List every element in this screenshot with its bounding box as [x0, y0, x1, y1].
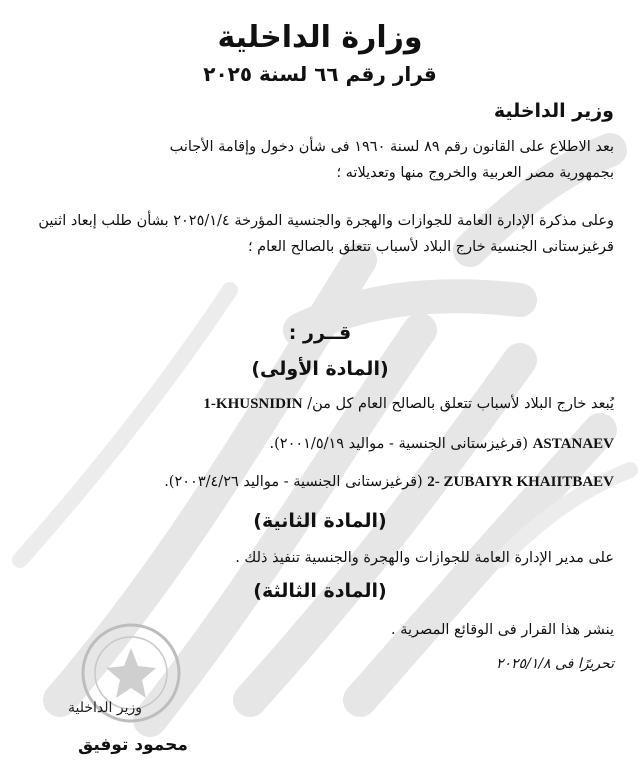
article-2-text: على مدير الإدارة العامة للجوازات والهجرة والجنسية تنفيذ ذلك .: [235, 550, 614, 566]
preamble-paragraph-1: [24, 134, 614, 186]
preamble-paragraph-1-line-1: بعد الاطلاع على القانون رقم ٨٩ لسنة ١٩٦٠ فى شأن دخول وإقامة الأجانب: [169, 139, 614, 155]
issuer-heading: وزير الداخلية: [493, 100, 614, 122]
article-2-heading: (المادة الثانية): [253, 510, 387, 532]
issue-date: تحريرًا فى ٢٠٢٥/١/٨: [496, 656, 614, 672]
signatory-name: محمود توفيق: [78, 735, 188, 755]
person-1-details: (قرغيزستانى الجنسية - مواليد ٢٠٠١/٥/١٩).: [269, 436, 528, 452]
person-1-name-part-2: ASTANAEV: [532, 436, 614, 452]
preamble-paragraph-2: وعلى مذكرة الإدارة العامة للجوازات والهجرة والجنسية المؤرخة ٢٠٢٥/١/٤ بشأن طلب إبعاد اثنين قرغيزستانى الجنسية خارج البلاد لأسباب تتعلق بالصالح العام ؛: [38, 213, 614, 255]
signatory-title: وزير الداخلية: [68, 700, 143, 716]
article-1-line-1-text: يُبعد خارج البلاد لأسباب تتعلق بالصالح العام كل من/: [302, 396, 614, 412]
person-2-details: (قرغيزستانى الجنسية - مواليد ٢٠٠٣/٤/٢٦).: [164, 474, 423, 490]
article-1-heading: (المادة الأولى): [251, 358, 389, 380]
preamble-paragraph-1-line-2: بجمهورية مصر العربية والخروج منها وتعديلاته ؛: [336, 165, 614, 181]
decision-number: قرار رقم ٦٦ لسنة ٢٠٢٥: [203, 62, 437, 86]
article-3-heading: (المادة الثالثة): [253, 580, 387, 602]
article-1-line-1: [203, 396, 614, 413]
decision-heading: قــرر :: [288, 322, 352, 344]
person-2-name: 2- ZUBAIYR KHAIITBAEV: [427, 474, 614, 490]
article-3-text: ينشر هذا القرار فى الوقائع المصرية .: [391, 622, 614, 638]
person-1-name-part-1: 1-KHUSNIDIN: [203, 396, 303, 412]
article-1-line-3: [164, 474, 614, 491]
ministry-title: وزارة الداخلية: [217, 20, 423, 55]
article-1-line-2: [270, 436, 615, 453]
